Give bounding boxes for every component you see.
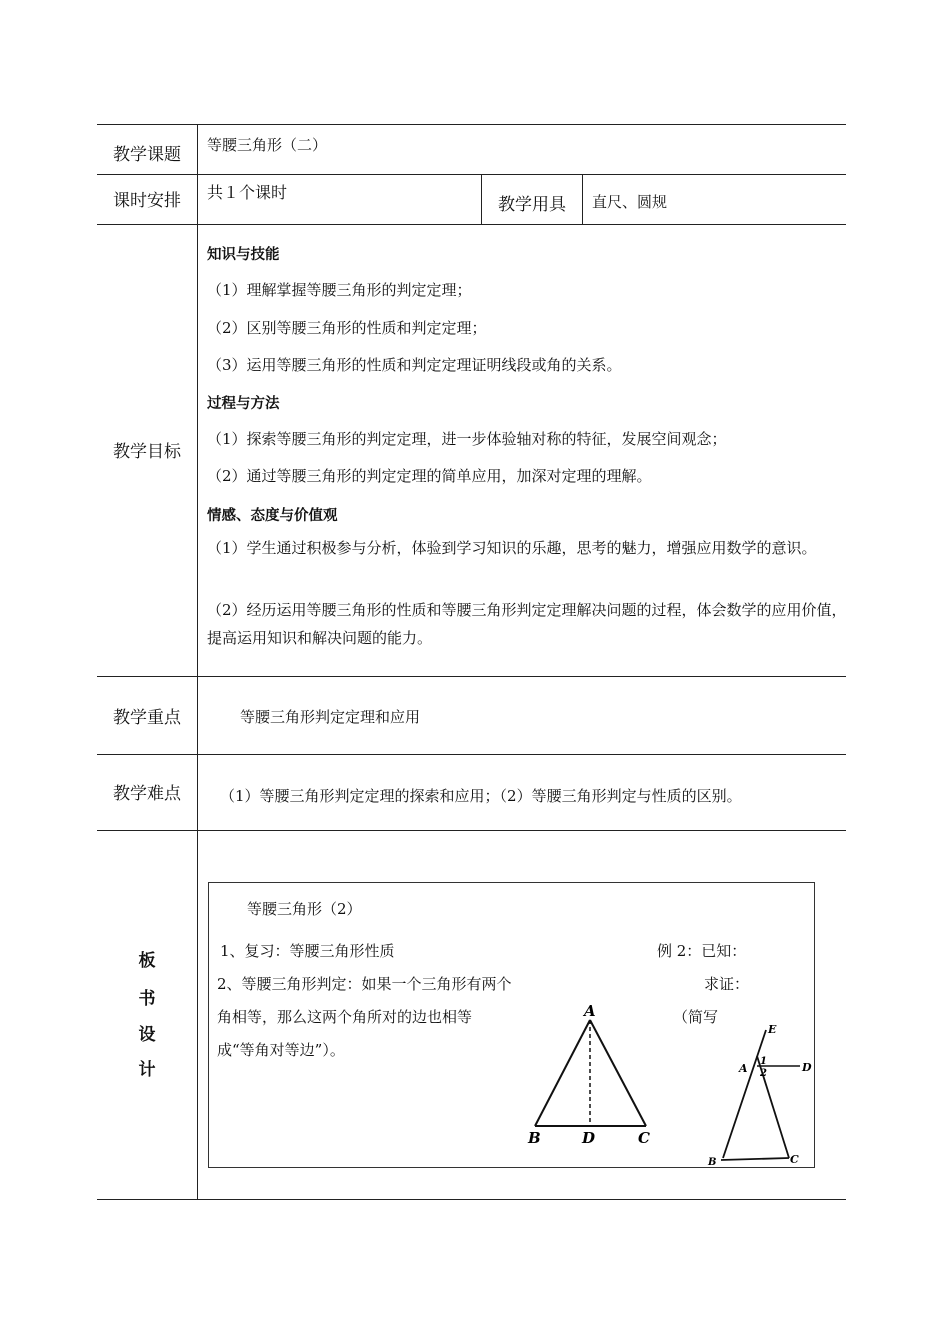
tools-label: 教学用具 xyxy=(498,195,566,215)
table-top-border xyxy=(97,124,846,125)
row-divider-5 xyxy=(97,830,846,831)
difficulty-label: 教学难点 xyxy=(113,784,181,804)
knowledge-item-2: （2）区别等腰三角形的性质和判定定理； xyxy=(207,319,487,337)
angle-label-1: 1 xyxy=(760,1056,767,1067)
isosceles-triangle-figure xyxy=(520,1000,660,1150)
vertex-label-a: A xyxy=(584,1002,596,1020)
tools-divider xyxy=(582,174,583,224)
knowledge-item-1: （1）理解掌握等腰三角形的判定定理； xyxy=(207,281,472,299)
knowledge-skills-heading: 知识与技能 xyxy=(207,247,280,263)
vertex-label-b: B xyxy=(528,1129,541,1147)
key-point-label: 教学重点 xyxy=(113,708,181,728)
process-item-2: （2）通过等腰三角形的判定定理的简单应用，加深对定理的理解。 xyxy=(207,467,652,485)
triangle-side-ab xyxy=(535,1020,590,1126)
board-prove: 求证： xyxy=(704,975,750,993)
point-label-d: D xyxy=(802,1061,812,1074)
board-example: 例 2：已知： xyxy=(657,942,747,960)
row-divider-2 xyxy=(97,224,846,225)
board-line-1: 1、复习：等腰三角形性质 xyxy=(220,942,395,960)
row-divider-3 xyxy=(97,676,846,677)
base-bc xyxy=(721,1158,789,1160)
board-label-char-2: 书 xyxy=(138,989,156,1009)
point-label-e: E xyxy=(768,1023,777,1036)
board-label-char-4: 计 xyxy=(138,1060,156,1080)
row-divider-4 xyxy=(97,754,846,755)
attitude-item-1: （1）学生通过积极参与分析，体验到学习知识的乐趣，思考的魅力，增强应用数学的意识。 xyxy=(207,539,817,557)
label-column-divider xyxy=(197,124,198,1200)
board-line-2: 2、等腰三角形判定：如果一个三角形有两个 xyxy=(217,975,512,993)
table-bottom-border xyxy=(97,1199,846,1200)
tools-value: 直尺、圆规 xyxy=(592,193,668,211)
topic-label: 教学课题 xyxy=(113,145,181,165)
exterior-angle-figure xyxy=(700,1020,820,1170)
process-method-heading: 过程与方法 xyxy=(207,396,280,412)
key-point-value: 等腰三角形判定定理和应用 xyxy=(240,708,421,726)
row-divider-1 xyxy=(97,174,846,175)
triangle-side-ac xyxy=(590,1020,646,1126)
board-brief: （简写 xyxy=(673,1008,719,1026)
vertex-label-d: D xyxy=(582,1129,596,1147)
difficulty-value: （1）等腰三角形判定定理的探索和应用；（2）等腰三角形判定与性质的区别。 xyxy=(220,787,742,805)
point-label-b: B xyxy=(708,1157,717,1168)
attitude-values-heading: 情感、态度与价值观 xyxy=(207,508,338,524)
goals-label: 教学目标 xyxy=(113,442,181,462)
topic-value: 等腰三角形（二） xyxy=(207,136,328,154)
angle-label-2: 2 xyxy=(760,1068,767,1079)
point-label-a: A xyxy=(739,1062,748,1075)
knowledge-item-3: （3）运用等腰三角形的性质和判定定理证明线段或角的关系。 xyxy=(207,356,622,374)
process-item-1: （1）探索等腰三角形的判定定理，进一步体验轴对称的特征，发展空间观念； xyxy=(207,430,727,448)
board-title: 等腰三角形（2） xyxy=(247,900,362,918)
extended-line-ae xyxy=(723,1030,766,1158)
schedule-label: 课时安排 xyxy=(113,191,181,211)
board-line-4: 成“等角对等边”）。 xyxy=(217,1041,345,1059)
board-label-char-1: 板 xyxy=(138,951,156,971)
board-line-3: 角相等，那么这两个角所对的边也相等 xyxy=(217,1008,473,1026)
attitude-item-2: （2）经历运用等腰三角形的性质和等腰三角形判定定理解决问题的过程，体会数学的应用价值，提高运用知识和解决问题的能力。 xyxy=(207,601,847,647)
schedule-value: 共１个课时 xyxy=(207,183,288,202)
point-label-c: C xyxy=(790,1153,799,1166)
board-label-char-3: 设 xyxy=(138,1025,156,1045)
vertex-label-c: C xyxy=(638,1129,650,1147)
